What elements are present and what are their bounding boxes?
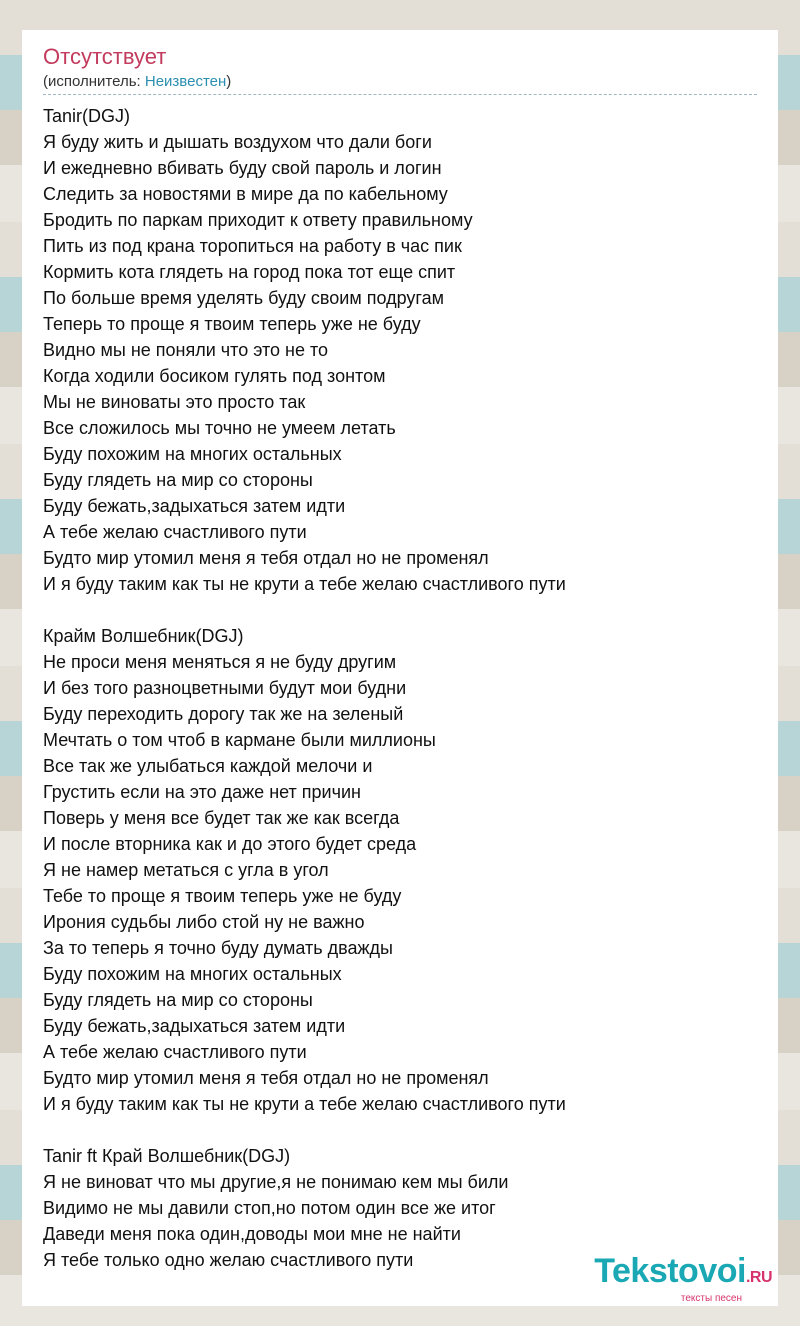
lyric-line: Буду переходить дорогу так же на зеленый (43, 704, 404, 724)
lyric-line: Буду похожим на многих остальных (43, 964, 342, 984)
lyric-line: И ежедневно вбивать буду свой пароль и логин (43, 158, 442, 178)
lyric-line: Я тебе только одно желаю счастливого пути (43, 1250, 414, 1270)
lyric-line: А тебе желаю счастливого пути (43, 1042, 307, 1062)
site-logo[interactable] (594, 1254, 772, 1304)
lyric-line: И после вторника как и до этого будет среда (43, 834, 417, 854)
lyric-line: Кормить кота глядеть на город пока тот еще спит (43, 262, 456, 282)
lyric-line: Будто мир утомил меня я тебя отдал но не променял (43, 1068, 489, 1088)
verse-heading: Tanir ft Край Волшебник(DGJ) (43, 1146, 291, 1166)
artist-suffix: ) (226, 73, 232, 90)
lyric-line: Даведи меня пока один,доводы мои мне не найти (43, 1224, 461, 1244)
lyric-line: Все сложилось мы точно не умеем летать (43, 418, 396, 438)
lyrics-body (43, 103, 757, 1273)
lyrics-card (22, 30, 778, 1306)
lyric-line: Я не виноват что мы другие,я не понимаю кем мы били (43, 1172, 509, 1192)
lyric-line: Пить из под крана торопиться на работу в час пик (43, 236, 462, 256)
verse-gap (43, 1117, 757, 1143)
verse-gap (43, 597, 757, 623)
logo-wordmark (594, 1254, 772, 1295)
song-title: Отсутствует (43, 44, 167, 69)
lyric-line: Мечтать о том чтоб в кармане были миллионы (43, 730, 436, 750)
lyric-line: Буду бежать,задыхаться затем идти (43, 496, 346, 516)
lyric-line: Тебе то проще я твоим теперь уже не буду (43, 886, 402, 906)
lyric-line: Следить за новостями в мире да по кабельному (43, 184, 448, 204)
verse-heading: Крайм Волшебник(DGJ) (43, 626, 244, 646)
lyric-line: Я не намер метаться с угла в угол (43, 860, 329, 880)
lyric-line: Грустить если на это даже нет причин (43, 782, 361, 802)
logo-subtitle: тексты песен (680, 1293, 742, 1304)
lyric-line: Видимо не мы давили стоп,но потом один все же итог (43, 1198, 496, 1218)
lyric-line: Когда ходили босиком гулять под зонтом (43, 366, 386, 386)
logo-tld: .RU (745, 1269, 772, 1286)
lyric-line: И без того разноцветными будут мои будни (43, 678, 407, 698)
artist-link[interactable]: Неизвестен (144, 73, 227, 90)
lyric-line: И я буду таким как ты не крути а тебе желаю счастливого пути (43, 1094, 566, 1114)
lyric-line: Будто мир утомил меня я тебя отдал но не променял (43, 548, 489, 568)
artist-prefix: (исполнитель: (43, 73, 145, 90)
logo-main-text: Tekstovoi (594, 1252, 746, 1290)
lyric-line: Буду глядеть на мир со стороны (43, 990, 313, 1010)
lyric-line: Ирония судьбы либо стой ну не важно (43, 912, 365, 932)
lyric-line: За то теперь я точно буду думать дважды (43, 938, 393, 958)
verse-heading: Tanir(DGJ) (43, 106, 131, 126)
lyric-line: Мы не виноваты это просто так (43, 392, 306, 412)
lyric-line: Буду бежать,задыхаться затем идти (43, 1016, 346, 1036)
lyric-line: Видно мы не поняли что это не то (43, 340, 329, 360)
lyric-line: А тебе желаю счастливого пути (43, 522, 307, 542)
lyric-line: Поверь у меня все будет так же как всегда (43, 808, 400, 828)
lyric-line: Буду похожим на многих остальных (43, 444, 342, 464)
lyric-line: Теперь то проще я твоим теперь уже не буду (43, 314, 421, 334)
lyric-line: Все так же улыбаться каждой мелочи и (43, 756, 373, 776)
lyric-line: Буду глядеть на мир со стороны (43, 470, 313, 490)
lyric-line: Бродить по паркам приходит к ответу правильному (43, 210, 473, 230)
lyric-line: И я буду таким как ты не крути а тебе желаю счастливого пути (43, 574, 566, 594)
lyric-line: По больше время уделять буду своим подругам (43, 288, 444, 308)
lyric-line: Не проси меня меняться я не буду другим (43, 652, 397, 672)
artist-line (43, 72, 757, 95)
lyric-line: Я буду жить и дышать воздухом что дали боги (43, 132, 432, 152)
